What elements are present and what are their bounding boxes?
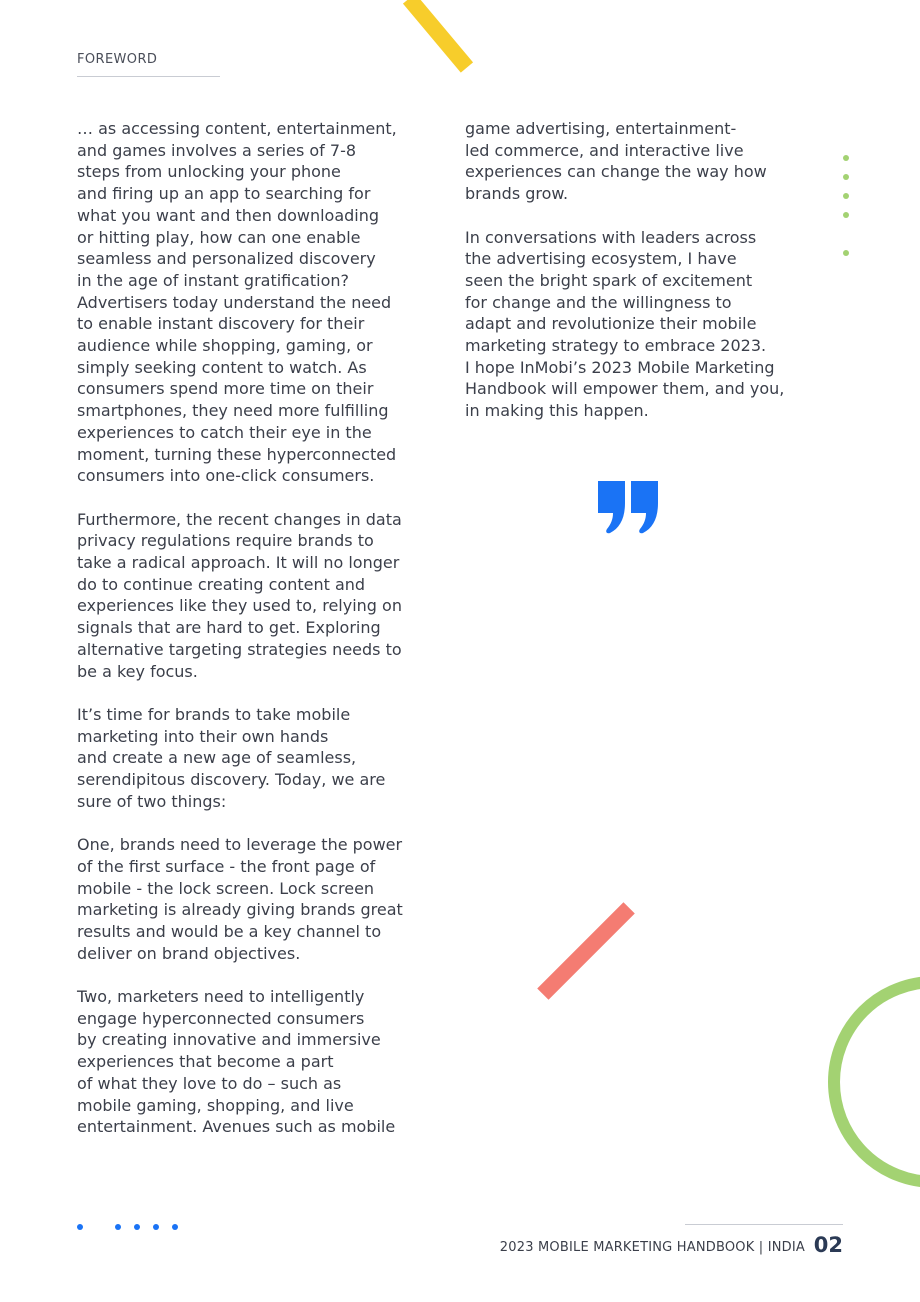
green-dot — [843, 212, 849, 218]
blue-dot — [115, 1224, 121, 1230]
paragraph-time-for-brands: It’s time for brands to take mobile marketing into their own hands and create a new age of seamless, serendipitous discovery. Today, we are sure of two things: — [77, 704, 386, 811]
paragraph-lock-screen: One, brands need to leverage the power of the first surface - the front page of mobile - the lock screen. Lock screen marketing is already giving brands great results and would be a key channel to deliver on brand objectives. — [77, 835, 403, 963]
right-text-column — [465, 118, 835, 444]
green-dot — [843, 250, 849, 256]
green-dot — [843, 193, 849, 199]
section-divider — [77, 76, 220, 77]
paragraph-immersive-experiences: Two, marketers need to intelligently engage hyperconnected consumers by creating innovative and immersive experiences that become a part of what they love to do – such as mobile gaming, shopping, and live entertainment. Avenues such as mobile — [77, 987, 396, 1137]
red-decorative-bar — [537, 902, 635, 1000]
paragraph-data-privacy: Furthermore, the recent changes in data privacy regulations require brands to take a radical approach. It will no longer do to continue creating content and experiences like they used to, relying on signals that are hard to get. Exploring alternative targeting strategies needs to be a key focus. — [77, 509, 402, 681]
closing-quote-icon — [596, 479, 660, 535]
green-dot — [843, 155, 849, 161]
paragraph-instant-discovery: … as accessing content, entertainment, and games involves a series of 7-8 steps from unlocking your phone and firing up an app to searching for what you want and then downloading or hitting play, how can one enable seamless and personalized discovery in the age of instant gratification? Advertisers today understand the need to enable instant discovery for their audience while shopping, gaming, or simply seeking content to watch. As consumers spend more time on their smartphones, they need more fulfilling experiences to catch their eye in the moment, turning these hyperconnected consumers into one-click consumers. — [77, 119, 397, 486]
blue-dot — [77, 1224, 83, 1230]
blue-dot — [134, 1224, 140, 1230]
green-dot — [843, 174, 849, 180]
paragraph-handbook-hope: In conversations with leaders across the advertising ecosystem, I have seen the bright spark of excitement for change and the willingness to adapt and revolutionize their mobile marketing strategy to embrace 2023. I hope InMobi’s 2023 Mobile Marketing Handbook will empower them, and you, in making this happen. — [465, 227, 785, 421]
blue-dot — [172, 1224, 178, 1230]
section-label: FOREWORD — [77, 52, 158, 67]
yellow-decorative-bar — [403, 0, 473, 73]
paragraph-brands-grow: game advertising, entertainment- led commerce, and interactive live experiences can change the way how brands grow. — [465, 119, 767, 204]
footer-divider — [685, 1224, 843, 1225]
footer-handbook-title: 2023 MOBILE MARKETING HANDBOOK | INDIA — [499, 1240, 805, 1255]
blue-dot — [153, 1224, 159, 1230]
left-text-column — [77, 118, 447, 1160]
page-number: 02 — [813, 1233, 843, 1257]
green-decorative-ring — [828, 976, 920, 1188]
